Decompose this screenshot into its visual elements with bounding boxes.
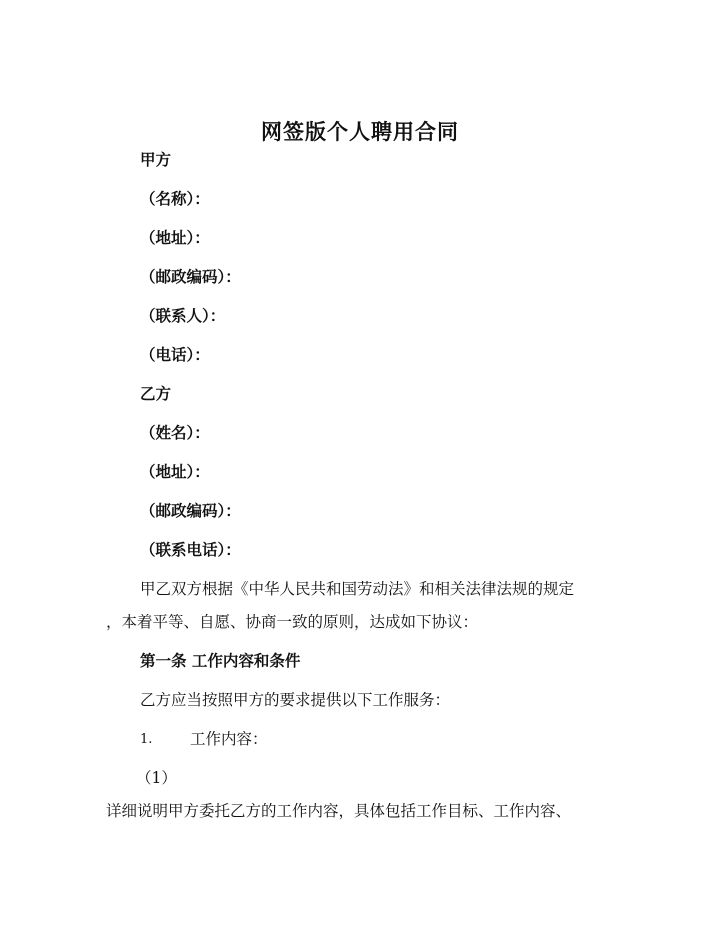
party-b-phone-field: （联系电话）： [140,540,241,559]
party-b-label: 乙方 [140,384,172,403]
sub-item-text: 详细说明甲方委托乙方的工作内容，具体包括工作目标、工作内容、 [106,802,572,820]
party-b-postcode-field: （邮政编码）： [140,501,241,520]
party-b-name-field: （姓名）： [140,423,210,442]
list-item-label: 工作内容： [190,730,268,748]
party-a-phone-field: （电话）： [140,345,210,364]
party-a-address-field: （地址）： [140,228,210,247]
party-a-postcode-field: （邮政编码）： [140,267,241,286]
party-a-contact-field: （联系人）： [140,306,226,325]
party-b-address-field: （地址）： [140,462,210,481]
preamble-line-1: 甲乙双方根据《中华人民共和国劳动法》和相关法律法规的规定 [140,580,575,598]
party-a-label: 甲方 [140,150,172,169]
preamble-line-2: ，本着平等、自愿、协商一致的原则，达成如下协议： [106,613,479,631]
sub-item-marker: （1） [136,769,177,787]
article-1-heading: 第一条 工作内容和条件 [140,651,301,670]
party-a-name-field: （名称）： [140,189,210,208]
list-item-number: 1. [140,732,153,747]
document-title: 网签版个人聘用合同 [261,119,459,144]
article-1-intro: 乙方应当按照甲方的要求提供以下工作服务： [140,691,451,709]
